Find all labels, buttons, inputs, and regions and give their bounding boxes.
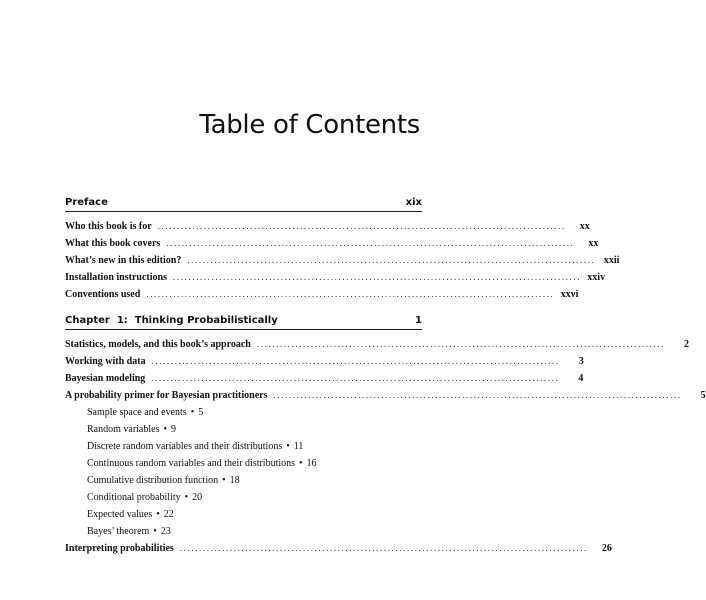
section-page-number: xix <box>405 197 422 208</box>
dot-leader: .......................................................................................................... <box>146 289 555 299</box>
toc-entry[interactable] <box>65 286 579 303</box>
entry-label: Installation instructions <box>65 272 167 283</box>
entry-label: What’s new in this edition? <box>65 255 182 266</box>
entry-label: Who this book is for <box>65 221 152 232</box>
entry-page-number: xx <box>579 221 590 232</box>
subentry-page-number: 23 <box>160 526 171 537</box>
entry-label: A probability primer for Bayesian practitioners <box>65 390 268 401</box>
subentry-page-number: 16 <box>306 458 317 469</box>
section-heading: Chapter 1: Thinking Probabilistically <box>65 315 278 326</box>
subentry-label: Random variables <box>87 424 160 435</box>
toc-entry[interactable] <box>65 387 706 404</box>
toc-subentry[interactable] <box>65 489 422 506</box>
subentry-label: Continuous random variables and their distributions <box>87 458 296 469</box>
entry-page-number: 3 <box>578 356 584 367</box>
subentry-label: Sample space and events <box>87 407 187 418</box>
toc-entry[interactable] <box>65 370 584 387</box>
toc-subentry[interactable] <box>65 472 422 489</box>
subentry-label: Cumulative distribution function <box>87 475 219 486</box>
page-title: Table of Contents <box>199 110 420 140</box>
toc-subentry[interactable] <box>65 421 422 438</box>
entry-page-number: 5 <box>700 390 706 401</box>
entry-page-number: xxii <box>603 255 620 266</box>
bullet-separator: • <box>184 492 189 503</box>
dot-leader: .......................................................................................................... <box>273 390 682 400</box>
dot-leader: .......................................................................................................... <box>256 339 665 349</box>
entry-page-number: xxvi <box>560 289 579 300</box>
subentry-page-number: 11 <box>293 441 304 452</box>
entry-label: Conventions used <box>65 289 141 300</box>
toc-entry[interactable] <box>65 218 590 235</box>
subentry-page-number: 18 <box>229 475 240 486</box>
bullet-separator: • <box>299 458 303 469</box>
section-page-number: 1 <box>415 315 422 326</box>
bullet-separator: • <box>156 509 160 520</box>
section-chapter-1[interactable] <box>65 312 422 330</box>
bullet-separator: • <box>286 441 290 452</box>
table-of-contents <box>65 194 706 563</box>
toc-entry[interactable] <box>65 353 584 370</box>
dot-leader: .......................................................................................................... <box>179 543 588 553</box>
toc-entry[interactable] <box>65 540 612 557</box>
entry-page-number: 2 <box>683 339 689 350</box>
toc-subentry[interactable] <box>65 506 422 523</box>
section-preface[interactable] <box>65 194 422 212</box>
bullet-separator: • <box>163 424 167 435</box>
dot-leader: .......................................................................................................... <box>157 221 566 231</box>
toc-subentry[interactable] <box>65 523 422 540</box>
dot-leader: .......................................................................................................... <box>151 373 560 383</box>
entry-label: What this book covers <box>65 238 161 249</box>
toc-subentry[interactable] <box>65 404 422 421</box>
subentry-page-number: 5 <box>198 407 204 418</box>
subentry-label: Conditional probability <box>87 492 181 503</box>
bullet-separator: • <box>153 526 157 537</box>
entry-label: Working with data <box>65 356 146 367</box>
dot-leader: .......................................................................................................... <box>166 238 575 248</box>
toc-entry[interactable] <box>65 252 620 269</box>
subentry-page-number: 22 <box>163 509 174 520</box>
toc-subentry[interactable] <box>65 455 422 472</box>
dot-leader: .......................................................................................................... <box>151 356 560 366</box>
toc-entry[interactable] <box>65 336 689 353</box>
section-heading: Preface <box>65 197 108 208</box>
toc-entry[interactable] <box>65 235 599 252</box>
chapter-1-entries <box>65 336 706 557</box>
preface-entries <box>65 218 620 303</box>
toc-entry[interactable] <box>65 269 606 286</box>
subentry-label: Bayes’ theorem <box>87 526 150 537</box>
entry-page-number: xx <box>588 238 599 249</box>
entry-page-number: xxiv <box>587 272 606 283</box>
subentry-label: Discrete random variables and their distributions <box>87 441 283 452</box>
entry-page-number: 26 <box>601 543 612 554</box>
bullet-separator: • <box>222 475 226 486</box>
entry-label: Statistics, models, and this book’s approach <box>65 339 251 350</box>
bullet-separator: • <box>190 407 195 418</box>
entry-page-number: 4 <box>578 373 584 384</box>
dot-leader: .......................................................................................................... <box>187 255 596 265</box>
subentry-label: Expected values <box>87 509 153 520</box>
entry-label: Interpreting probabilities <box>65 543 174 554</box>
toc-subentry[interactable] <box>65 438 422 455</box>
subentry-page-number: 20 <box>192 492 203 503</box>
entry-label: Bayesian modeling <box>65 373 146 384</box>
subentry-page-number: 9 <box>171 424 176 435</box>
dot-leader: .......................................................................................................... <box>172 272 582 282</box>
